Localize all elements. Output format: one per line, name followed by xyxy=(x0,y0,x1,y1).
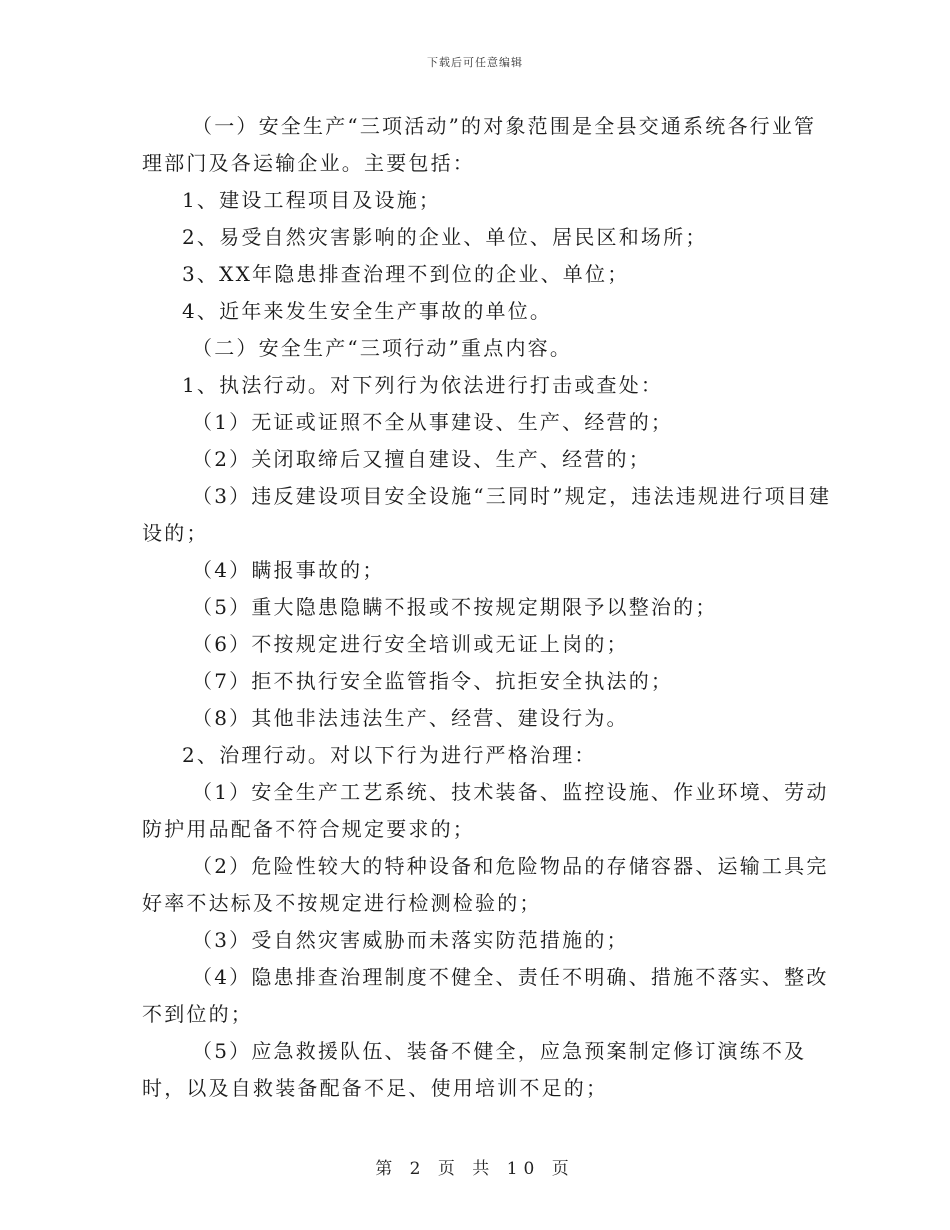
paragraph-11: （4）瞒报事故的； xyxy=(192,558,385,582)
paragraph-1: （一）安全生产“三项活动”的对象范围是全县交通系统各行业管理部门及各运输企业。主要包括： xyxy=(142,114,817,175)
paragraph-21: （5）应急救援队伍、装备不健全，应急预案制定修订演练不及时，以及自救装备配备不足、使用培训不足的； xyxy=(142,1039,807,1100)
paragraph-12: （5）重大隐患隐瞒不报或不按规定期限予以整治的； xyxy=(192,595,718,619)
paragraph-14: （7）拒不执行安全监管指令、抗拒安全执法的； xyxy=(192,669,674,693)
paragraph-13: （6）不按规定进行安全培训或无证上岗的； xyxy=(192,632,629,656)
paragraph-17: （1）安全生产工艺系统、技术装备、监控设施、作业环境、劳动防护用品配备不符合规定要求的； xyxy=(142,780,829,841)
document-body xyxy=(142,108,832,1107)
paragraph-16: 2、治理行动。对以下行为进行严格治理： xyxy=(182,743,597,767)
paragraph-6: （二）安全生产“三项行动”重点内容。 xyxy=(192,336,573,360)
paragraph-15: （8）其他非法违法生产、经营、建设行为。 xyxy=(192,706,629,730)
paragraph-4: 3、XX年隐患排查治理不到位的企业、单位； xyxy=(182,262,630,286)
paragraph-7: 1、执法行动。对下列行为依法进行打击或查处： xyxy=(182,373,664,397)
page-number: 第 2 页 共 10 页 xyxy=(375,1159,575,1179)
paragraph-18: （2）危险性较大的特种设备和危险物品的存储容器、运输工具完好率不达标及不按规定进行检测检验的； xyxy=(142,854,829,915)
page-header-note: 下载后可任意编辑 xyxy=(427,56,523,69)
paragraph-2: 1、建设工程项目及设施； xyxy=(182,188,442,212)
paragraph-8: （1）无证或证照不全从事建设、生产、经营的； xyxy=(192,410,674,434)
paragraph-9: （2）关闭取缔后又擅自建设、生产、经营的； xyxy=(192,447,651,471)
paragraph-20: （4）隐患排查治理制度不健全、责任不明确、措施不落实、整改不到位的； xyxy=(142,965,829,1026)
paragraph-19: （3）受自然灾害威胁而未落实防范措施的； xyxy=(192,928,629,952)
paragraph-10: （3）违反建设项目安全设施“三同时”规定，违法违规进行项目建设的； xyxy=(142,484,832,545)
paragraph-5: 4、近年来发生安全生产事故的单位。 xyxy=(182,299,553,323)
paragraph-3: 2、易受自然灾害影响的企业、单位、居民区和场所； xyxy=(182,225,708,249)
